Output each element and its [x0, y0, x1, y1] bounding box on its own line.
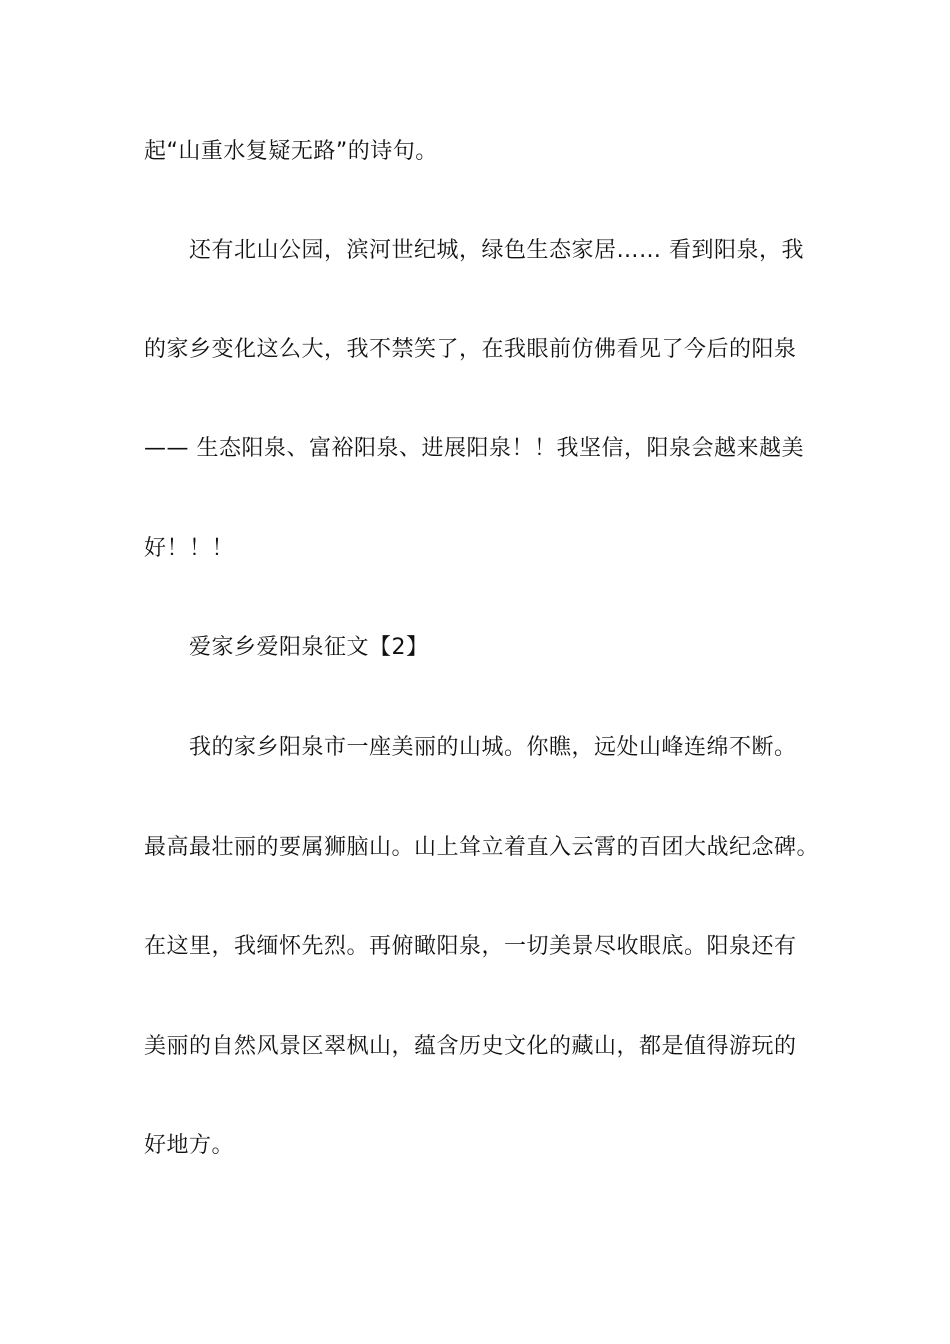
- text-line: —— 生态阳泉、富裕阳泉、进展阳泉！！我坚信，阳泉会越来越美: [144, 436, 804, 461]
- text-line: 的家乡变化这么大，我不禁笑了，在我眼前仿佛看见了今后的阳泉: [144, 337, 797, 362]
- text-line: 我的家乡阳泉市一座美丽的山城。你瞧，远处山峰连绵不断。: [189, 735, 797, 760]
- text-line: 起“山重水复疑无路”的诗句。: [144, 139, 438, 164]
- text-line: 好地方。: [144, 1133, 235, 1158]
- text-line: 好！！！: [144, 536, 235, 561]
- text-line: 还有北山公园，滨河世纪城，绿色生态家居…… 看到阳泉，我: [189, 238, 804, 263]
- text-line: 在这里，我缅怀先烈。再俯瞰阳泉，一切美景尽收眼底。阳泉还有: [144, 934, 797, 959]
- text-line: 美丽的自然风景区翠枫山，蕴含历史文化的藏山，都是值得游玩的: [144, 1034, 797, 1059]
- text-line: 最高最壮丽的要属狮脑山。山上耸立着直入云霄的百团大战纪念碑。: [144, 835, 820, 860]
- section-heading: 爱家乡爱阳泉征文【2】: [189, 635, 429, 660]
